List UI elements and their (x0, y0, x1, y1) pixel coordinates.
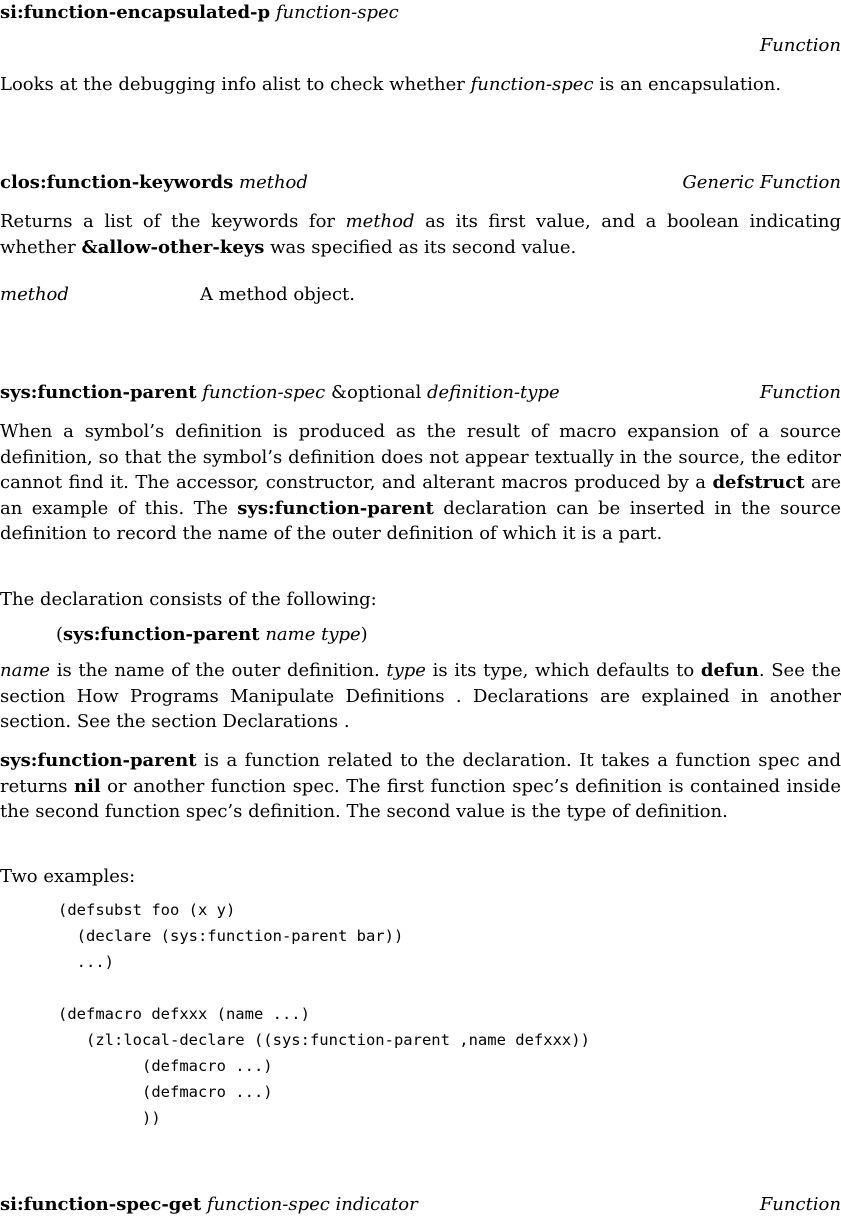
function-args: function-spec (275, 2, 399, 23)
entry-type: Function (759, 35, 841, 56)
entry-header-function-parent (0, 380, 841, 406)
entry-paragraph-2: The declaration consists of the following: (0, 589, 377, 610)
function-args: method (239, 172, 308, 193)
entry-header-function-encapsulated-p (0, 0, 841, 26)
declaration-form: (sys:function-parent name type) (56, 624, 368, 645)
entry-description: Looks at the debugging info alist to check whether function-spec is an encapsulation. (0, 74, 782, 95)
entry-paragraph-3: name is the name of the outer definition. type is its type, which defaults to defun. See the section How Programs Manipulate Definitions . Declarations are explained in another section. See the section Declarations . (0, 660, 841, 732)
function-args: function-spec indicator (206, 1194, 418, 1215)
function-name: sys:function-parent (0, 382, 197, 403)
function-args: function-spec (202, 382, 326, 403)
argument-description: A method object. (200, 284, 355, 305)
entry-paragraph-1: When a symbol’s definition is produced as the result of macro expansion of a source definition, so that the symbol’s definition does not appear textually in the source, the editor cannot find it. The accessor, constructor, and alterant macros produced by a defstruct are an example of this. The sys:function-parent declaration can be inserted in the source definition to record the name of the outer definition of which it is a part. (0, 421, 841, 544)
entry-paragraph-5: Two examples: (0, 866, 136, 887)
entry-type: Function (759, 1194, 841, 1215)
argument-name: method (0, 284, 69, 305)
entry-type: Generic Function (682, 172, 841, 193)
function-args-optional: definition-type (427, 382, 560, 403)
entry-header-function-spec-get (0, 1192, 841, 1218)
code-example: (defsubst foo (x y) (declare (sys:function-parent bar)) ...) (defmacro defxxx (name ...) (zl:local-declare ((sys:function-parent ,name defxxx)) (defmacro ...) (defmacro ...) )) (58, 901, 590, 1127)
function-name: clos:function-keywords (0, 172, 234, 193)
entry-description: Returns a list of the keywords for method as its first value, and a boolean indicating whether &allow-other-keys was specified as its second value. (0, 211, 841, 258)
function-name: si:function-encapsulated-p (0, 2, 271, 23)
optional-keyword: &optional (330, 382, 422, 403)
entry-header-function-keywords (0, 170, 841, 196)
entry-paragraph-4: sys:function-parent is a function related to the declaration. It takes a function spec and returns nil or another function spec. The first function spec’s definition is contained inside the second function spec’s definition. The second value is the type of definition. (0, 750, 841, 822)
entry-type: Function (759, 382, 841, 403)
function-name: si:function-spec-get (0, 1194, 202, 1215)
